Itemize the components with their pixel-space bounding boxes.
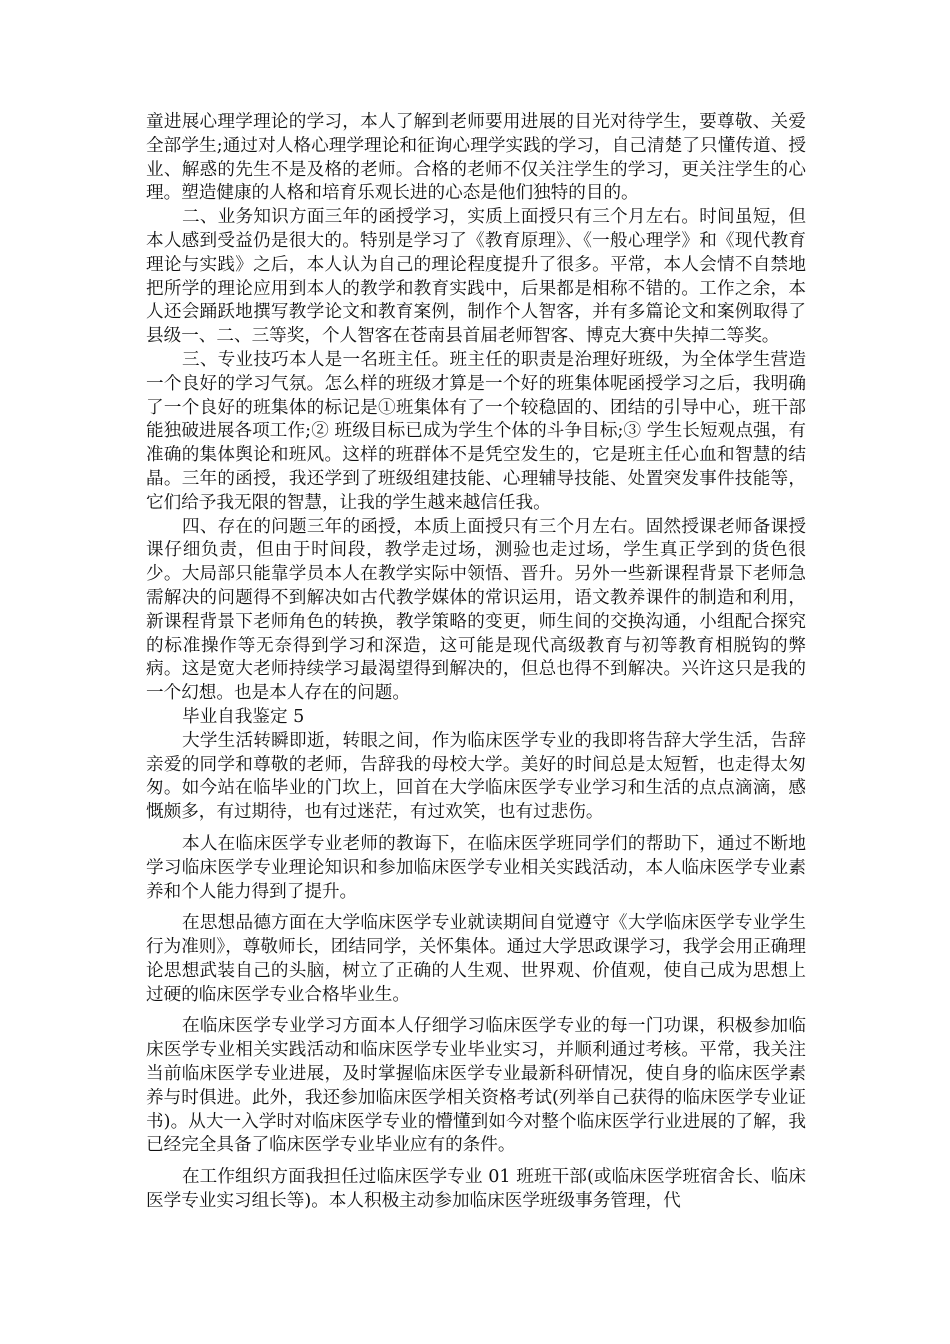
paragraph-4: 四、存在的问题三年的函授，本质上面授只有三个月左右。固然授课老师备课授课仔细负责，但由于时间段，教学走过场，测验也走过场，学生真正学到的货色很少。大局部只能靠学员本人在教学实际中领悟、晋升。另外一些新课程背景下老师急需解决的问题得不到解决如古代教学媒体的常识运用，语文教养课件的制造和利用，新课程背景下老师角色的转换，教学策略的变更，师生间的交换沟通，小组配合探究的标准操作等无奈得到学习和深造，这可能是现代高级教育与初等教育相脱钩的弊病。这是宽大老师持续学习最渴望得到解决的，但总也得不到解决。兴许这只是我的一个幻想。也是本人存在的问题。 bbox=[146, 516, 806, 704]
section-heading: 毕业自我鉴定 5 bbox=[182, 706, 305, 727]
paragraph-2: 二、业务知识方面三年的函授学习，实质上面授只有三个月左右。时间虽短，但本人感到受益仍是很大的。特别是学习了《教育原理》、《一般心理学》和《现代教育理论与实践》之后，本人认为自己的理论程度提升了很多。平常，本人会情不自禁地把所学的理论应用到本人的教学和教育实践中，后果都是相称不错的。工作之余，本人还会踊跃地撰写教学论文和教育案例，制作个人智客，并有多篇论文和案例取得了县级一、二、三等奖，个人智客在苍南县首届老师智客、博克大赛中失掉二等奖。 bbox=[146, 207, 806, 347]
paragraph-8: 在思想品德方面在大学临床医学专业就读期间自觉遵守《大学临床医学专业学生行为准则》，尊敬师长，团结同学，关怀集体。通过大学思政课学习，我学会用正确理论思想武装自己的头脑，树立了正确的人生观、世界观、价值观，使自己成为思想上过硬的临床医学专业合格毕业生。 bbox=[146, 913, 806, 1005]
document-body bbox=[146, 111, 806, 1214]
paragraph-7: 本人在临床医学专业老师的教诲下，在临床医学班同学们的帮助下，通过不断地学习临床医学专业理论知识和参加临床医学专业相关实践活动，本人临床医学专业素养和个人能力得到了提升。 bbox=[146, 833, 806, 902]
paragraph-1: 童进展心理学理论的学习，本人了解到老师要用进展的目光对待学生，要尊敬、关爱全部学生;通过对人格心理学理论和征询心理学实践的学习，自己清楚了只懂传道、授业、解惑的先生不是及格的老师。合格的老师不仅关注学生的学习，更关注学生的心理。塑造健康的人格和培育乐观长进的心态是他们独特的目的。 bbox=[146, 112, 806, 204]
paragraph-10: 在工作组织方面我担任过临床医学专业 01 班班干部(或临床医学班宿舍长、临床医学专业实习组长等)。本人积极主动参加临床医学班级事务管理，代 bbox=[146, 1167, 806, 1212]
paragraph-3: 三、专业技巧本人是一名班主任。班主任的职责是治理好班级，为全体学生营造一个良好的学习气氛。怎么样的班级才算是一个好的班集体呢函授学习之后，我明确了一个良好的班集体的标记是①班集体有了一个较稳固的、团结的引导中心，班干部能独破进展各项工作;② 班级目标已成为学生个体的斗争目标;③ 学生长短观点强，有准确的集体舆论和班风。这样的班群体不是凭空发生的，它是班主任心血和智慧的结晶。三年的函授，我还学到了班级组建技能、心理辅导技能、处置突发事件技能等，它们给予我无限的智慧，让我的学生越来越信任我。 bbox=[146, 349, 806, 513]
paragraph-6: 大学生活转瞬即逝，转眼之间，作为临床医学专业的我即将告辞大学生活，告辞亲爱的同学和尊敬的老师，告辞我的母校大学。美好的时间总是太短暂，也走得太匆匆。如今站在临毕业的门坎上，回首在大学临床医学专业学习和生活的点点滴滴，感慨颇多，有过期待，也有过迷茫，有过欢笑，也有过悲伤。 bbox=[146, 730, 806, 823]
paragraph-9: 在临床医学专业学习方面本人仔细学习临床医学专业的每一门功课，积极参加临床医学专业相关实践活动和临床医学专业毕业实习，并顺利通过考核。平常，我关注当前临床医学专业进展，及时掌握临床医学专业最新科研情况，使自身的临床医学素养与时俱进。此外，我还参加临床医学相关资格考试(列举自己获得的临床医学专业证书)。从大一入学时对临床医学专业的懵懂到如今对整个临床医学行业进展的了解，我已经完全具备了临床医学专业毕业应有的条件。 bbox=[146, 1016, 806, 1156]
